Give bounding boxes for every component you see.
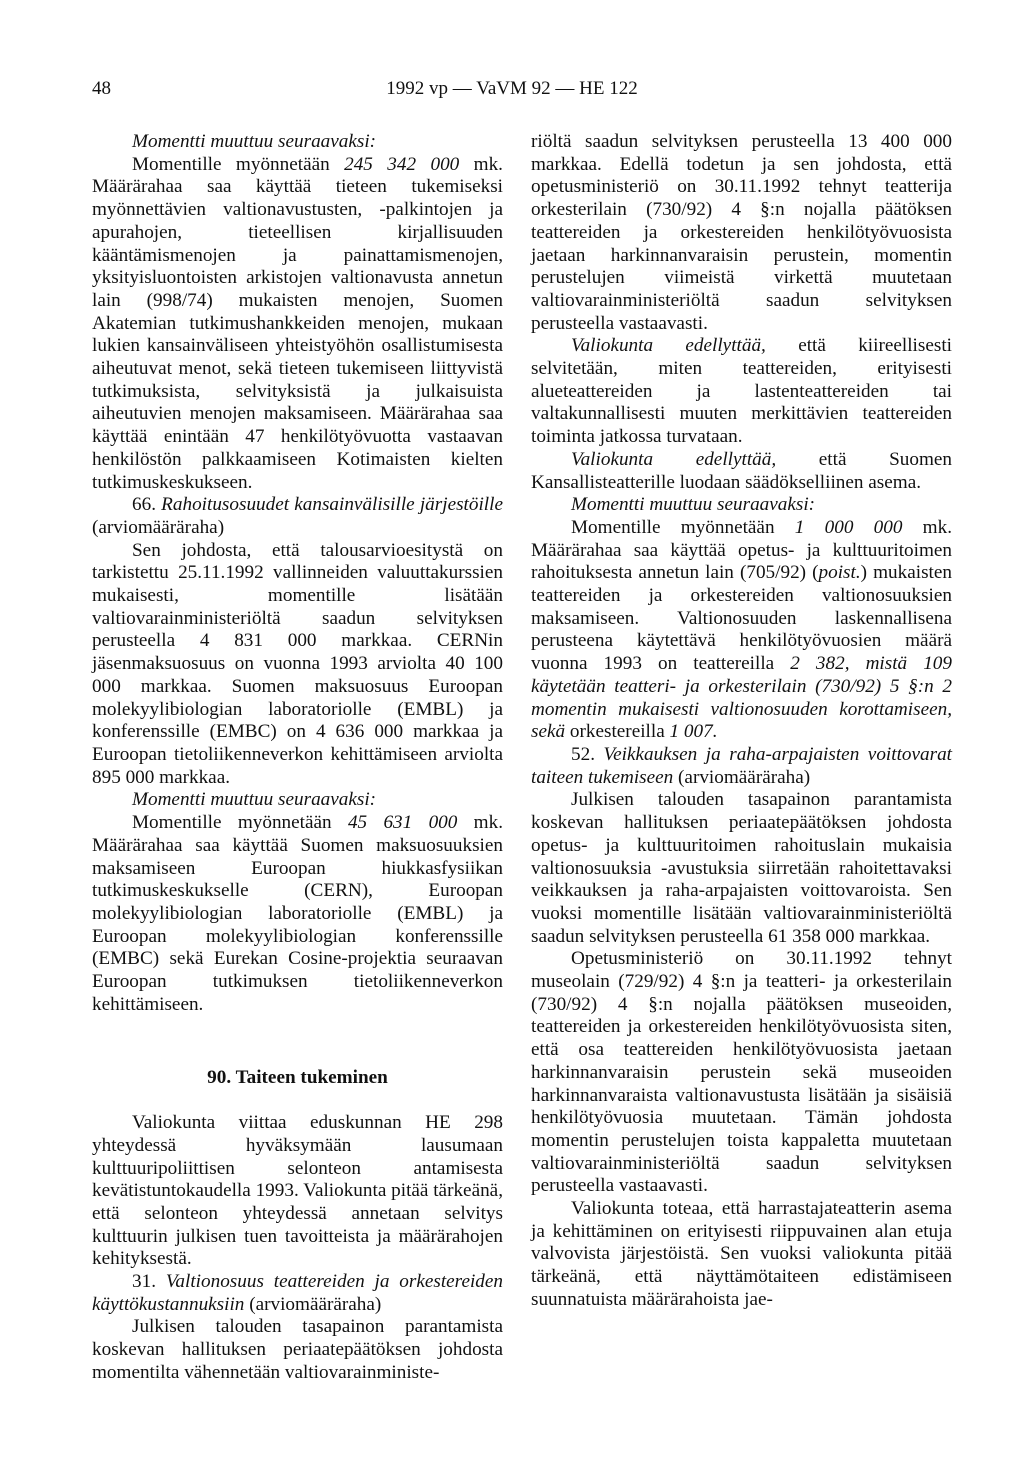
section-heading: 90. Taiteen tukeminen bbox=[207, 1067, 388, 1089]
paragraph bbox=[92, 812, 503, 1016]
text: (arviomääräraha) bbox=[673, 766, 811, 788]
paragraph: Julkisen talouden tasapainon parantamista koskevan hallituksen periaatepäätöksen johdosta opetus- ja kulttuuritoimen rahoituslain mukaisia valtionosuuksia -avustuksia siirretään rahoitettavaksi veikkauksen ja raha-arpajaisten voittovaroista. Sen vuoksi momentille lisätään valtiovarainministeriöltä saadun selvityksen perusteella 61 358 000 markkaa. bbox=[531, 789, 952, 947]
item-number: 31. bbox=[132, 1271, 166, 1293]
running-title: 1992 vp — VaVM 92 — HE 122 bbox=[386, 78, 638, 99]
page-header bbox=[0, 78, 1024, 102]
text: mk. Määrärahaa saa käyttää opetus- ja kulttuuritoimen rahoituksesta annetun lain (705/92) ( bbox=[531, 516, 952, 584]
amount: 45 631 000 bbox=[347, 812, 458, 834]
text: mk. Määrärahaa saa käyttää tieteen tukemiseksi myönnettävien valtionavustusten, -palkintojen ja apurahojen, tieteellisen kirjallisuuden kääntämismenojen ja painattamismenojen, yksityisluontoisten arkistojen valtionavusta annetun lain (998/74) mukaisten menojen, Suomen Akatemian tutkimushankkeiden menojen, mukaan lukien kansainväliseen yhteistyöhön osallistumisesta aiheutuvat menot, sekä tieteen tukemiseen liittyvistä tutkimuksista, selvityksistä ja julkaisuista aiheutuvien menojen maksamiseen. Määrärahaa saa käyttää enintään 47 henkilötyövuotta vastaavan henkilöstön palkkaamiseen Kotimaisten kielten tutkimuskeskukseen. bbox=[92, 153, 503, 493]
left-column bbox=[92, 131, 503, 1385]
paragraph bbox=[531, 517, 952, 744]
amount: 245 342 000 bbox=[344, 153, 460, 175]
amount: 1 007. bbox=[669, 721, 718, 743]
paragraph: Julkisen talouden tasapainon parantamista koskevan hallituksen periaatepäätöksen johdosta momentilta vähennetään valtiovarainministe- bbox=[92, 1316, 503, 1383]
item-name: Rahoitusosuudet kansainvälisille järjestöille bbox=[161, 494, 503, 516]
item-name: Veikkauksen ja raha-arpajaisten voittovarat taiteen tukemiseen bbox=[531, 743, 952, 788]
text: mk. Määrärahaa saa käyttää Suomen maksuosuuksien maksamiseen Euroopan hiukkasfysiikan tutkimuskeskukselle (CERN), Euroopan molekyylibiologian laboratoriolle (EMBL) ja Euroopan molekyylibiologian konferenssille (EMBC) sekä Eurekan Cosine-projektia seuraavan Euroopan tutkimuksen tietoliikenneverkon kehittämiseen. bbox=[92, 812, 503, 1015]
text: että kiireellisesti selvitetään, miten teattereiden, erityisesti alueteattereiden ja lastenteattereiden tai valtakunnallisesti muuten merkittävien teattereiden toiminta jatkossa turvataan. bbox=[531, 335, 952, 448]
item-number: 52. bbox=[571, 743, 604, 765]
item-title bbox=[531, 744, 952, 789]
page-number: 48 bbox=[92, 78, 111, 99]
text: (arviomääräraha) bbox=[92, 516, 225, 538]
text: Momentille myönnetään bbox=[571, 516, 795, 538]
amount: 1 000 000 bbox=[794, 516, 903, 538]
paragraph: Valiokunta toteaa, että harrastajateatterin asema ja kehittäminen on erityisesti riippuvainen alan etuja valvovista järjestöistä. Sen vuoksi valiokunta pitää tärkeänä, että näyttämötaiteen edistämiseen suunnatuista määrärahoista jae- bbox=[531, 1198, 952, 1310]
paragraph bbox=[92, 154, 503, 495]
text: Valiokunta edellyttää, bbox=[571, 448, 777, 470]
item-title bbox=[92, 494, 503, 539]
text: Momentille myönnetään bbox=[132, 153, 345, 175]
text: ) mukaisten teattereiden ja orkestereiden valtionosuuksien maksamiseen. Valtionosuuden laskennallisena perusteena käytettävä henkilötyövuosien määrä vuonna 1993 on teattereilla bbox=[531, 562, 952, 675]
momentti-label: Momentti muuttuu seuraavaksi: bbox=[132, 131, 377, 152]
paragraph: Opetusministeriö on 30.11.1992 tehnyt museolain (729/92) 4 §:n ja teatteri- ja orkesterilain (730/92) 4 §:n nojalla päätöksen museoiden, teattereiden ja orkestereiden henkilötyövuosista siten, että osa teattereiden henkilötyövuosista jaetaan harkinnanvaraisin perustein sekä museoiden harkinnanvaraista valtionavustusta lisätään ja sisäisiä henkilötyövuosia muutetaan. Tämän johdosta momentin perustelujen toista kappaletta muutetaan valtiovarainministeriöltä saadun selvityksen perusteella vastaavasti. bbox=[531, 948, 952, 1197]
item-title bbox=[92, 1271, 503, 1316]
item-name: Valtionosuus teattereiden ja orkestereiden käyttökustannuksiin bbox=[92, 1271, 503, 1315]
right-column bbox=[531, 131, 952, 1312]
paragraph bbox=[531, 449, 952, 494]
text: Valiokunta edellyttää, bbox=[571, 335, 766, 357]
text: että Suomen Kansallisteatterille luodaan säädökselliinen asema. bbox=[531, 448, 952, 493]
text: Momentille myönnetään bbox=[132, 812, 348, 834]
text: orkestereilla bbox=[565, 721, 670, 743]
paragraph: riöltä saadun selvityksen perusteella 13 400 000 markkaa. Edellä todetun ja sen johdosta, että opetusministeriö on 30.11.1992 tehnyt teatterija orkesterilain (730/92) 4 §:n nojalla päätöksen teattereiden ja orkestereiden henkilötyövuosista jaetaan harkinnanvaraisin perustein, momentin perustelujen viimeistä virkettä muutetaan valtiovarainministeriöltä saadun selvityksen perusteella vastaavasti. bbox=[531, 131, 952, 334]
momentti-label: Momentti muuttuu seuraavaksi: bbox=[571, 494, 816, 516]
item-number: 66. bbox=[132, 494, 162, 516]
paragraph: Valiokunta viittaa eduskunnan HE 298 yhteydessä hyväksymään lausumaan kulttuuripoliittisen selonteon antamisesta kevätistuntokaudella 1993. Valiokunta pitää tärkeänä, että selonteon yhteydessä annetaan selvitys kulttuurin julkisen tuen tavoitteista ja määrärahojen kehityksestä. bbox=[92, 1112, 503, 1270]
paragraph: Sen johdosta, että talousarvioesitystä on tarkistettu 25.11.1992 vallinneiden valuuttakurssien mukaisesti, momentille lisätään valtiovarainministeriöltä saadun selvityksen perusteella 4 831 000 markkaa. CERNin jäsenmaksuosuus on vuonna 1993 arviolta 40 100 000 markkaa. Suomen maksuosuus Euroopan molekyylibiologian laboratoriolle (EMBL) ja konferenssille (EMBC) on 4 636 000 markkaa ja Euroopan tietoliikenneverkon kehittämiseen arviolta 895 000 markkaa. bbox=[92, 539, 503, 788]
text: (arviomääräraha) bbox=[244, 1293, 382, 1315]
paragraph bbox=[531, 335, 952, 449]
momentti-label: Momentti muuttuu seuraavaksi: bbox=[132, 789, 377, 811]
text: 2 382, mistä 109 käytetään teatteri- ja orkesterilain (730/92) 5 §:n 2 momentin mukaisesti valtionosuuden korottamiseen, sekä bbox=[531, 653, 952, 743]
text: poist. bbox=[818, 562, 861, 584]
